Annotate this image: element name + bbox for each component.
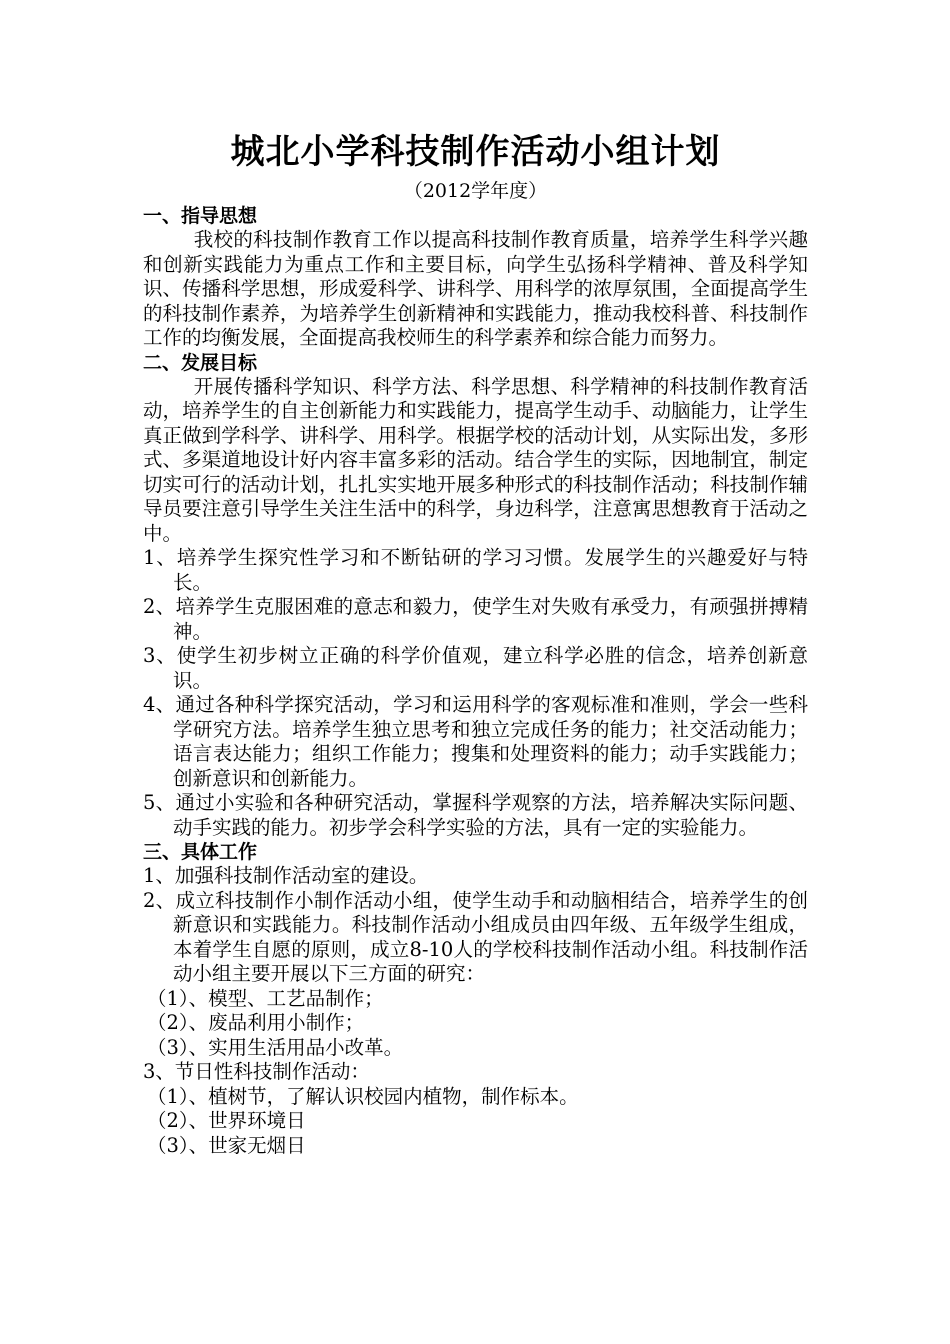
sub-list-item: （2）、废品利用小制作； [147,1011,365,1034]
document-subtitle: （2012学年度） [403,180,548,202]
sub-list-item: （1）、模型、工艺品制作； [147,986,384,1010]
sub-list-item: （1）、植树节，了解认识校园内植物，制作标本。 [147,1084,579,1108]
document-content [143,128,808,1158]
list-item: 1、加强科技制作活动室的建设。 [143,864,429,887]
document-title: 城北小学科技制作活动小组计划 [230,132,721,172]
list-item: 4、通过各种科学探究活动，学习和运用科学的客观标准和准则，学会一些科学研究方法。培养学生独立思考和独立完成任务的能力；社交活动能力；语言表达能力；组织工作能力；搜集和处理资料的能力；动手实践能力；创新意识和创新能力。 [143,693,808,790]
list-item: 3、节日性科技制作活动： [143,1060,370,1083]
list-item: 5、通过小实验和各种研究活动，掌握科学观察的方法，培养解决实际问题、动手实践的能力。初步学会科学实验的方法，具有一定的实验能力。 [143,791,808,839]
section-paragraph: 我校的科技制作教育工作以提高科技制作教育质量，培养学生科学兴趣和创新实践能力为重点工作和主要目标，向学生弘扬科学精神、普及科学知识、传播科学思想，形成爱科学、讲科学、用科学的浓厚氛围，全面提高学生的科技制作素养，为培养学生创新精神和实践能力，推动我校科普、科技制作工作的均衡发展，全面提高我校师生的科学素养和综合能力而努力。 [143,228,808,349]
list-item: 2、培养学生克服困难的意志和毅力，使学生对失败有承受力，有顽强拼搏精神。 [143,595,808,643]
sub-list-item: （2）、世界环境日 [147,1109,306,1132]
section-heading-development-goals: 二、发展目标 [143,351,258,374]
section-heading-specific-work: 三、具体工作 [143,841,258,863]
list-item: 1、培养学生探究性学习和不断钻研的学习习惯。发展学生的兴趣爱好与特长。 [143,546,808,594]
sub-list-item: （3）、世家无烟日 [147,1133,306,1157]
section-paragraph: 开展传播科学知识、科学方法、科学思想、科学精神的科技制作教育活动，培养学生的自主创新能力和实践能力，提高学生动手、动脑能力，让学生真正做到学科学、讲科学、用科学。根据学校的活动计划，从实际出发，多形式、多渠道地设计好内容丰富多彩的活动。结合学生的实际，因地制宜，制定切实可行的活动计划，扎扎实实地开展多种形式的科技制作活动；科技制作辅导员要注意引导学生关注生活中的科学，身边科学，注意寓思想教育于活动之中。 [143,374,808,545]
list-item: 3、使学生初步树立正确的科学价值观，建立科学必胜的信念，培养创新意识。 [143,644,808,692]
section-heading-guiding-ideology: 一、指导思想 [143,205,258,227]
sub-list-item: （3）、实用生活用品小改革。 [147,1035,404,1059]
list-item: 2、成立科技制作小制作活动小组，使学生动手和动脑相结合，培养学生的创新意识和实践能力。科技制作活动小组成员由四年级、五年级学生组成，本着学生自愿的原则，成立8-10人的学校科技制作活动小组。科技制作活动小组主要开展以下三方面的研究： [143,888,808,985]
